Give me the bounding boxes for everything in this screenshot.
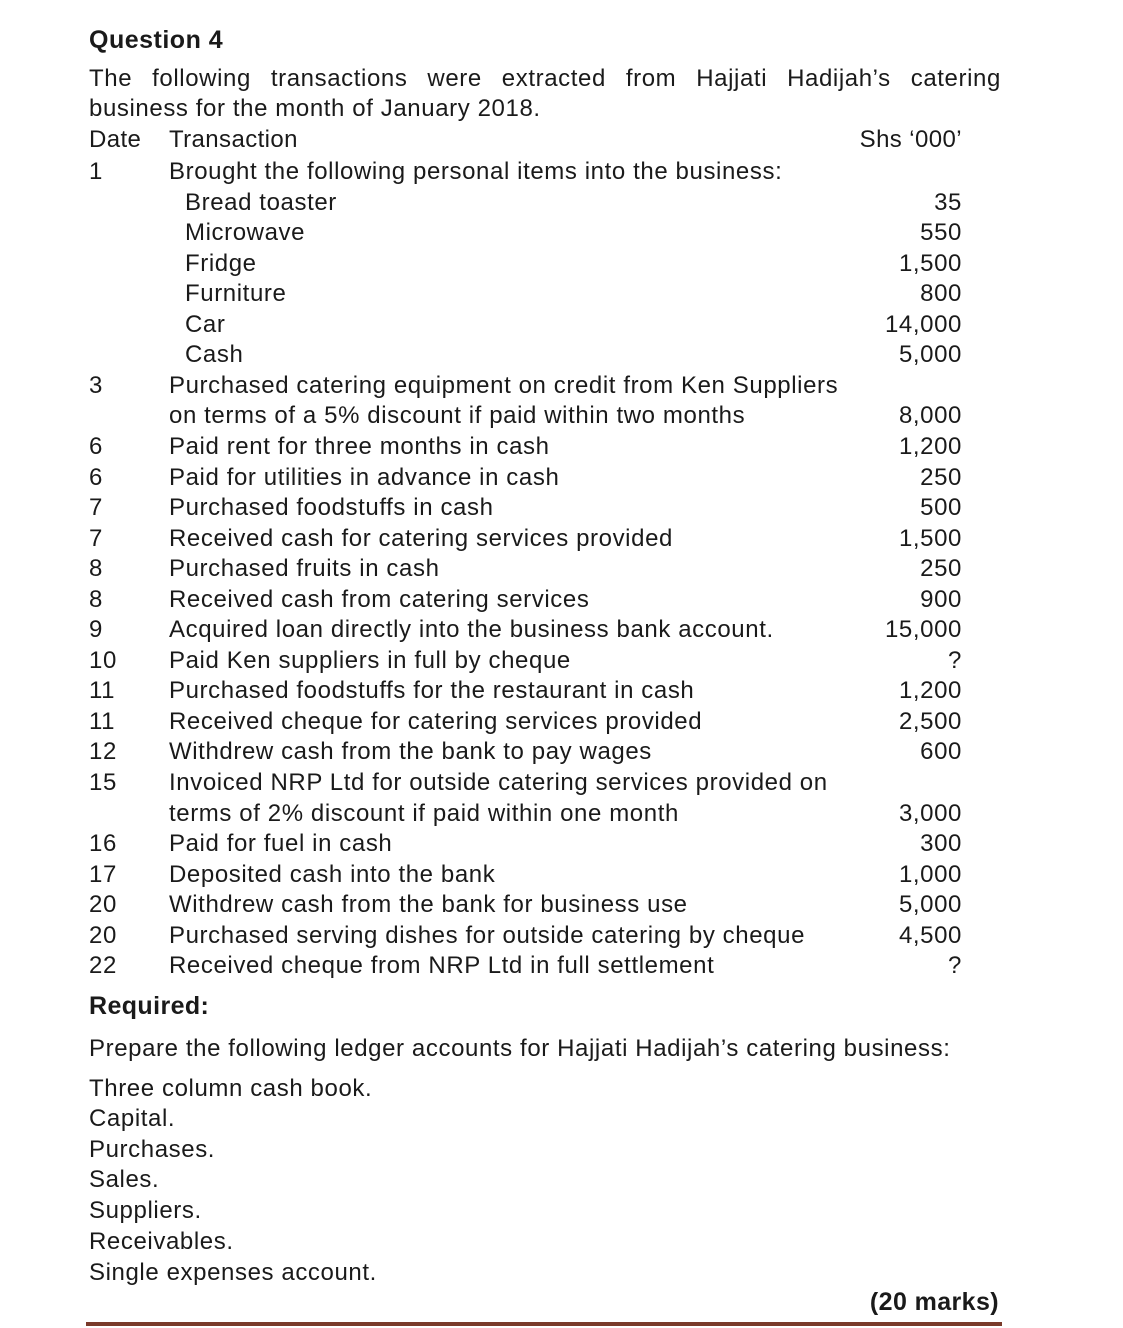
transaction-description: Microwave [185, 219, 306, 247]
transaction-description: Received cheque for catering services provided [169, 707, 703, 735]
transaction-date: 16 [89, 830, 117, 858]
transaction-amount: 250 [920, 463, 962, 491]
transaction-date: 10 [89, 646, 117, 674]
account-item: Suppliers. [89, 1197, 202, 1224]
transaction-description: Withdrew cash from the bank for business use [169, 891, 688, 919]
intro-word: following [152, 65, 251, 92]
transaction-description: Paid for fuel in cash [169, 830, 393, 858]
transaction-amount: 2,500 [898, 707, 962, 735]
transaction-row [0, 768, 1123, 798]
transaction-row [0, 615, 1123, 645]
transaction-description: Purchased serving dishes for outside catering by cheque [169, 921, 806, 949]
header-date: Date [89, 126, 142, 153]
transaction-description: Bread toaster [185, 188, 337, 216]
account-item: Capital. [89, 1105, 176, 1132]
account-item: Single expenses account. [89, 1259, 377, 1286]
intro-word: transactions [270, 65, 408, 92]
transaction-date: 6 [89, 463, 103, 491]
transaction-row [0, 493, 1123, 523]
transaction-description: Furniture [185, 280, 287, 308]
account-item: Three column cash book. [89, 1075, 373, 1102]
transaction-date: 20 [89, 921, 117, 949]
required-instruction: Prepare the following ledger accounts for Hajjati Hadijah’s catering business: [89, 1035, 951, 1062]
account-item: Sales. [89, 1166, 160, 1193]
transaction-date: 8 [89, 585, 103, 613]
transaction-row [0, 951, 1123, 981]
transaction-date: 11 [89, 677, 116, 705]
transaction-date: 6 [89, 432, 103, 460]
transaction-amount: 35 [934, 188, 962, 216]
transaction-date: 20 [89, 891, 117, 919]
intro-word: Hajjati [696, 65, 768, 92]
transaction-amount: 500 [920, 494, 962, 522]
transaction-row [0, 921, 1123, 951]
transaction-description: Purchased foodstuffs for the restaurant in cash [169, 677, 695, 705]
transaction-amount: 1,000 [898, 860, 962, 888]
transaction-date: 8 [89, 555, 103, 583]
transaction-description: Invoiced NRP Ltd for outside catering services provided on [169, 769, 828, 796]
transaction-row [0, 676, 1123, 706]
transaction-row [0, 432, 1123, 462]
transaction-row [0, 860, 1123, 890]
transaction-row [0, 463, 1123, 493]
required-heading: Required: [89, 992, 210, 1020]
transaction-amount: ? [948, 646, 962, 674]
transaction-amount: 1,200 [898, 677, 962, 705]
transaction-row [0, 310, 1123, 340]
transaction-date: 15 [89, 769, 117, 796]
transaction-row [0, 249, 1123, 279]
intro-line-1 [89, 64, 1001, 94]
transaction-row [0, 707, 1123, 737]
transaction-description: Paid for utilities in advance in cash [169, 463, 560, 491]
transaction-amount: 900 [920, 585, 962, 613]
transaction-amount: 4,500 [898, 921, 962, 949]
question-title: Question 4 [89, 26, 224, 54]
transaction-description: Fridge [185, 249, 257, 277]
transaction-amount: 1,200 [898, 432, 962, 460]
transaction-description: Received cheque from NRP Ltd in full settlement [169, 952, 715, 980]
transaction-amount: 8,000 [898, 402, 962, 430]
transaction-amount: 1,500 [898, 524, 962, 552]
transaction-row [0, 890, 1123, 920]
transaction-description: on terms of a 5% discount if paid within two months [169, 402, 746, 430]
transaction-amount: 250 [920, 555, 962, 583]
transaction-amount: 800 [920, 280, 962, 308]
transaction-amount: 300 [920, 830, 962, 858]
transaction-date: 11 [89, 707, 116, 735]
header-amount: Shs ‘000’ [859, 126, 962, 153]
transaction-row [0, 340, 1123, 370]
transaction-description: Purchased foodstuffs in cash [169, 494, 494, 522]
intro-word: Hadijah’s [787, 65, 891, 92]
transaction-description: Brought the following personal items into the business: [169, 158, 783, 185]
transaction-row [0, 279, 1123, 309]
transaction-row [0, 218, 1123, 248]
transaction-description: Received cash from catering services [169, 585, 590, 613]
intro-word: from [625, 65, 677, 92]
transaction-date: 9 [89, 616, 103, 644]
bottom-rule [86, 1322, 1002, 1326]
transaction-row [0, 646, 1123, 676]
question-intro [89, 64, 1001, 124]
transaction-description: terms of 2% discount if paid within one month [169, 799, 679, 827]
transaction-date: 17 [89, 860, 117, 888]
transaction-description: Purchased catering equipment on credit from Ken Suppliers [169, 371, 839, 399]
transaction-amount: 15,000 [884, 616, 962, 644]
transaction-row [0, 401, 1123, 431]
transaction-row [0, 829, 1123, 859]
transaction-amount: 5,000 [898, 891, 962, 919]
intro-line-2: business for the month of January 2018. [89, 95, 541, 122]
intro-word: were [427, 65, 482, 92]
intro-word: The [89, 65, 133, 92]
transaction-date: 7 [89, 494, 103, 522]
transaction-date: 22 [89, 952, 117, 980]
transaction-description: Purchased fruits in cash [169, 555, 440, 583]
transaction-date: 3 [89, 371, 103, 399]
transaction-amount: 550 [920, 219, 962, 247]
transaction-row [0, 737, 1123, 767]
transaction-amount: 14,000 [884, 310, 962, 338]
transaction-description: Withdrew cash from the bank to pay wages [169, 738, 652, 766]
transaction-description: Cash [185, 341, 244, 369]
transaction-date: 12 [89, 738, 117, 766]
transaction-amount: 5,000 [898, 341, 962, 369]
transaction-date: 7 [89, 524, 103, 552]
transaction-description: Paid rent for three months in cash [169, 432, 550, 460]
transaction-row [0, 188, 1123, 218]
transaction-amount: 1,500 [898, 249, 962, 277]
transaction-date: 1 [89, 158, 103, 185]
intro-word: catering [910, 65, 1001, 92]
header-transaction: Transaction [169, 126, 298, 153]
transaction-description: Car [185, 310, 226, 338]
transaction-row [0, 157, 1123, 187]
transaction-description: Received cash for catering services provided [169, 524, 673, 552]
account-item: Receivables. [89, 1228, 234, 1255]
transaction-amount: ? [948, 952, 962, 980]
transaction-description: Deposited cash into the bank [169, 860, 496, 888]
account-item: Purchases. [89, 1136, 216, 1163]
transaction-row [0, 799, 1123, 829]
transaction-row [0, 371, 1123, 401]
transaction-row [0, 585, 1123, 615]
transaction-amount: 3,000 [898, 799, 962, 827]
transaction-description: Acquired loan directly into the business bank account. [169, 616, 774, 644]
marks-label: (20 marks) [869, 1288, 999, 1316]
transaction-amount: 600 [920, 738, 962, 766]
intro-word: extracted [501, 65, 606, 92]
transaction-description: Paid Ken suppliers in full by cheque [169, 646, 571, 674]
transaction-row [0, 554, 1123, 584]
transaction-row [0, 524, 1123, 554]
